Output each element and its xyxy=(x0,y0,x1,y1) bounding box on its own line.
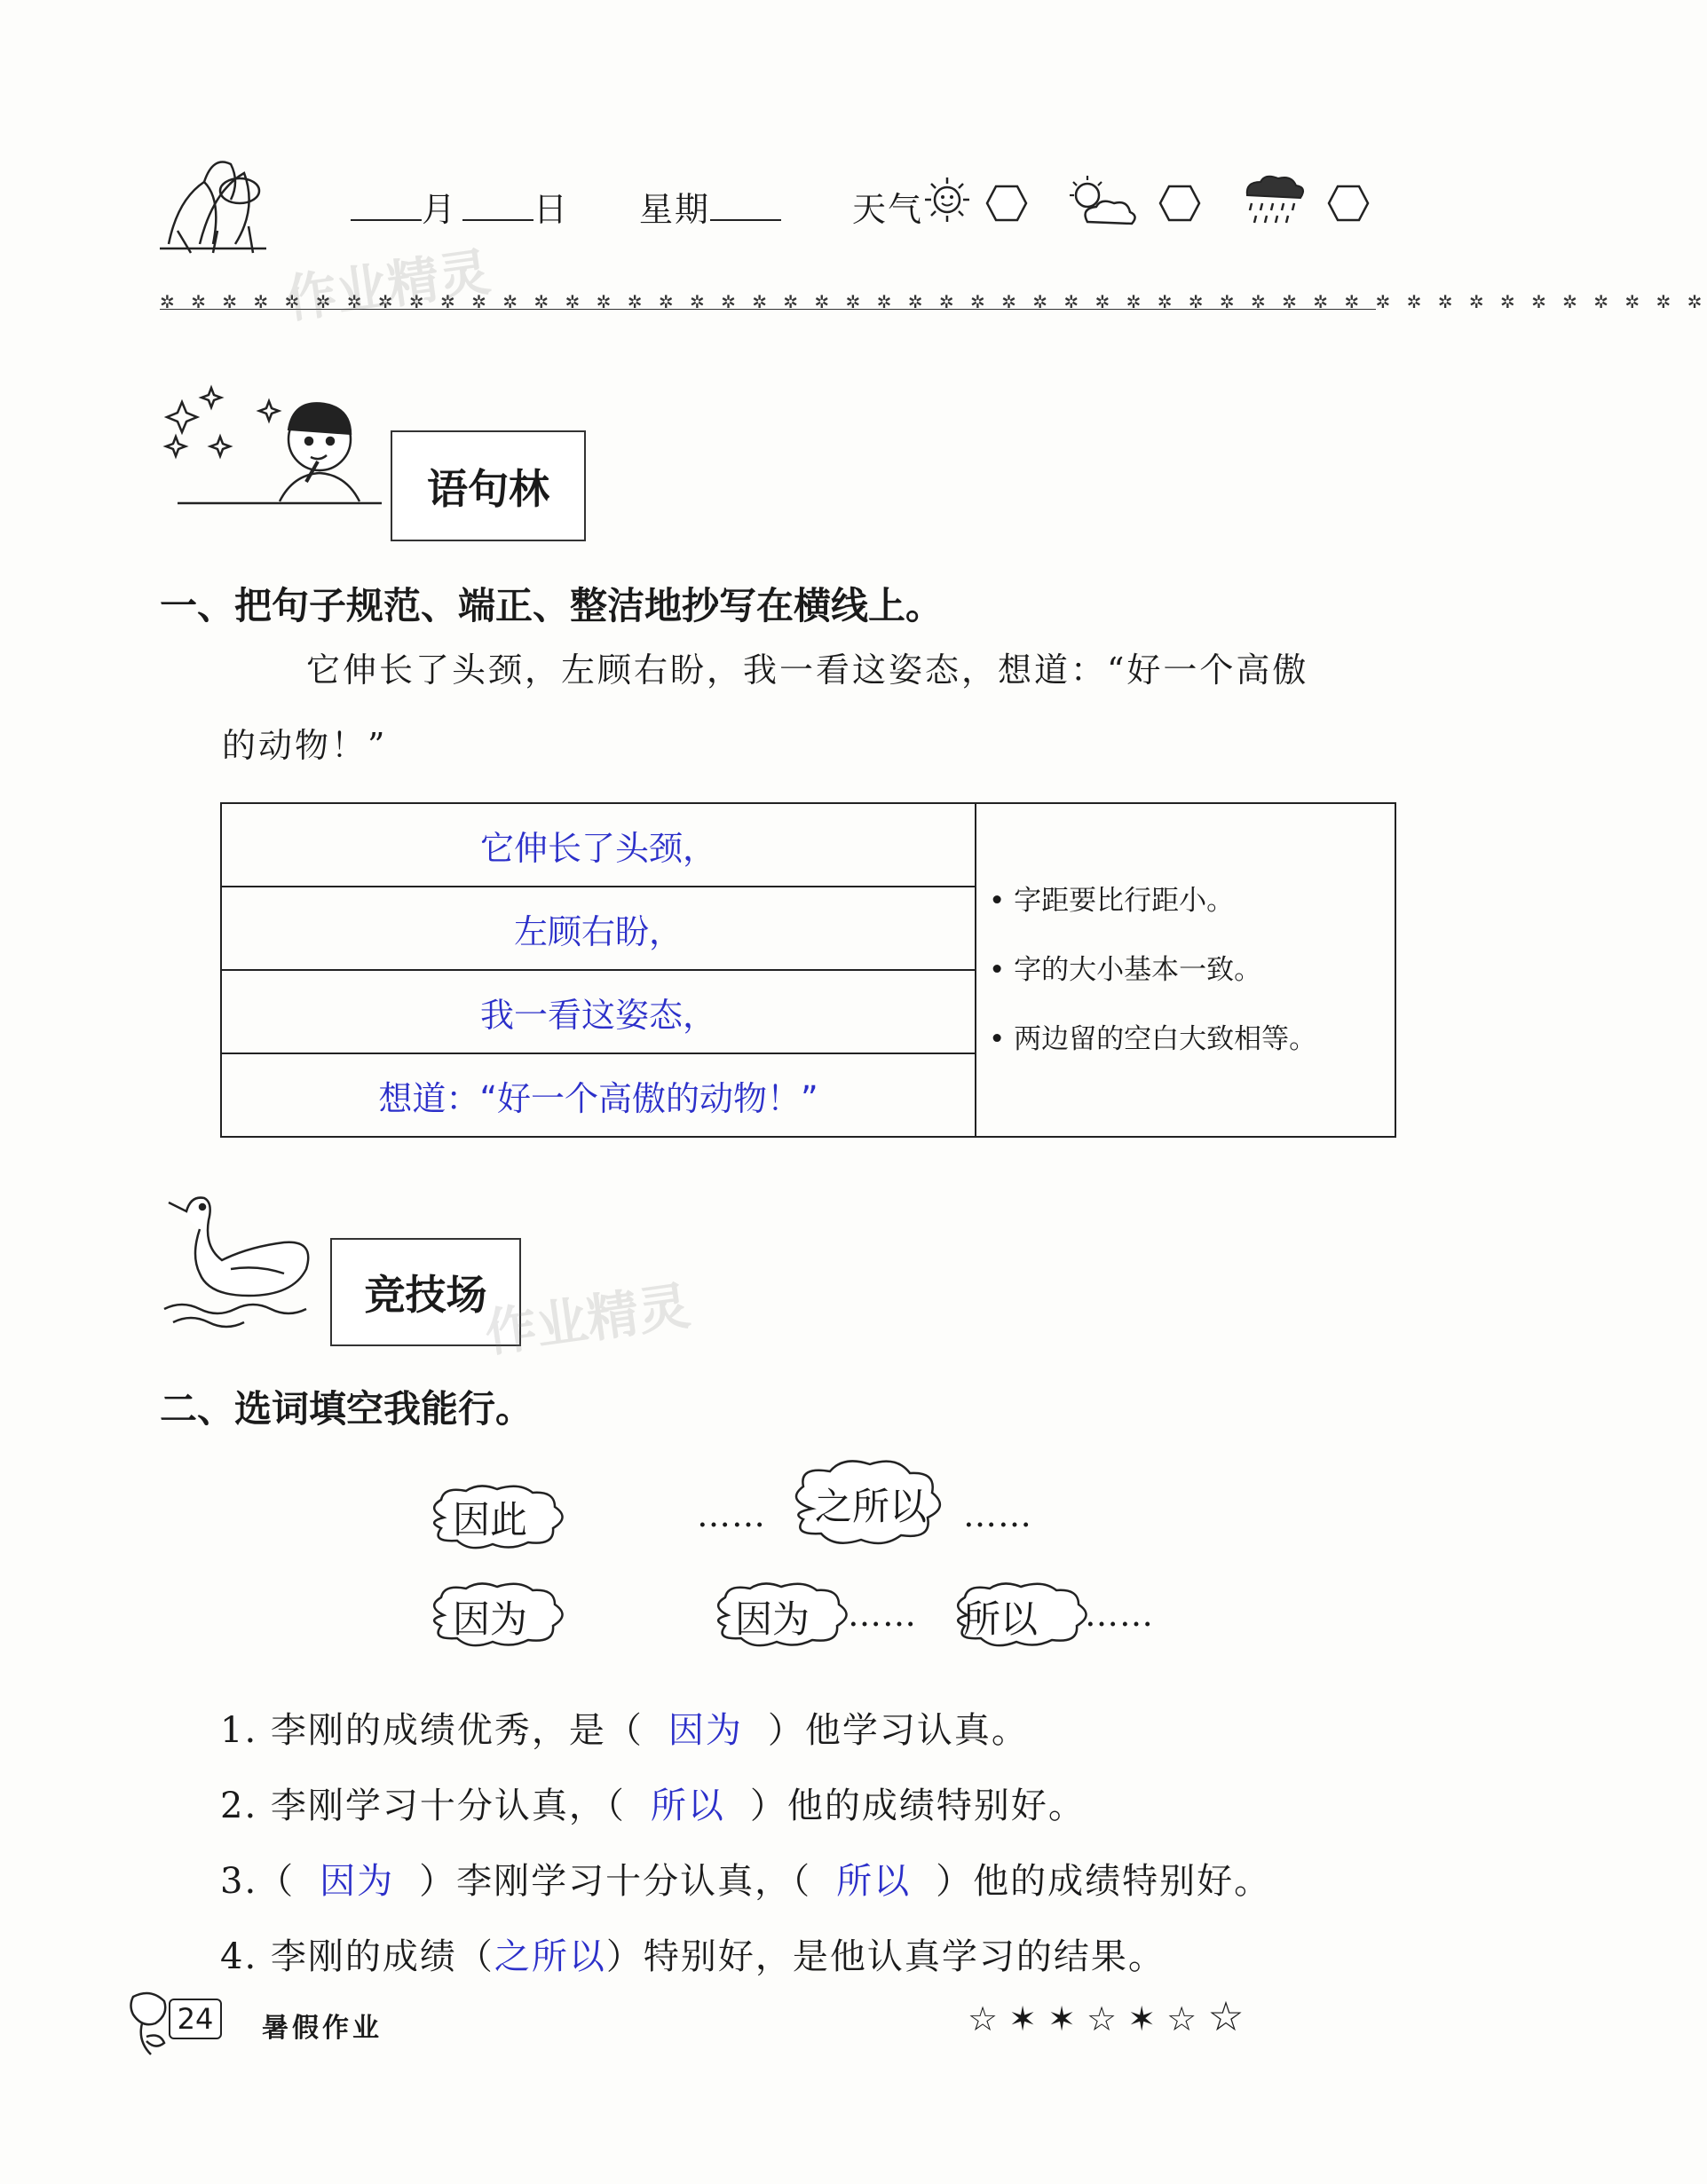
item-3-blank-1[interactable]: 因为 xyxy=(320,1861,395,1902)
month-label: 月 xyxy=(422,190,458,229)
date-line xyxy=(351,182,569,231)
copy-line-3[interactable]: 我一看这姿态， xyxy=(221,970,976,1053)
star-icon: ☆ xyxy=(1207,1992,1245,2040)
item-1: 1. 李刚的成绩优秀，是（ 因为 ）他学习认真。 xyxy=(220,1710,1029,1751)
word-suoyi: 所以 xyxy=(963,1597,1039,1641)
ellipsis-4: …… xyxy=(1085,1595,1154,1634)
word-zhisuoyi: 之所以 xyxy=(815,1485,928,1528)
section-badge-arena: 竞技场 xyxy=(330,1238,521,1346)
item-3: 3.（ 因为 ）李刚学习十分认真，（ 所以 ）他的成绩特别好。 xyxy=(220,1861,1272,1902)
star-icon: ✶ xyxy=(1047,1999,1076,2038)
question-2-title: 二、选词填空我能行。 xyxy=(160,1387,533,1431)
passage-line-1: 它伸长了头颈，左顾右盼，我一看这姿态，想道：“好一个高傲 xyxy=(306,650,1309,690)
watermark: 作业精灵 xyxy=(281,241,494,330)
question-1-title: 一、把句子规范、端正、整洁地抄写在横线上。 xyxy=(160,584,944,627)
watermark-2: 作业精灵 xyxy=(481,1275,694,1364)
weekday-label: 星期 xyxy=(639,190,711,229)
boy-thinking-illustration xyxy=(160,377,391,510)
cloudy-hexagon-checkbox[interactable] xyxy=(1158,185,1201,222)
copy-line-2[interactable]: 左顾右盼， xyxy=(221,887,976,970)
day-blank[interactable] xyxy=(462,194,533,221)
copy-line-1[interactable]: 它伸长了头颈， xyxy=(221,803,976,887)
partly-cloudy-icon xyxy=(1061,173,1141,231)
word-yinci: 因此 xyxy=(453,1498,528,1541)
item-1-blank[interactable]: 因为 xyxy=(668,1710,743,1751)
tip-3: • 两边留的空白大致相等。 xyxy=(989,1023,1317,1055)
item-2: 2. 李刚学习十分认真，（ 所以 ）他的成绩特别好。 xyxy=(220,1786,1086,1826)
copy-writing-table xyxy=(220,802,1396,1138)
goose-illustration xyxy=(160,1185,328,1327)
page-number-box xyxy=(169,1999,222,2039)
item-4-blank[interactable]: 之所以 xyxy=(494,1936,606,1977)
ellipsis-2: …… xyxy=(963,1495,1032,1534)
item-2-blank[interactable]: 所以 xyxy=(650,1786,725,1826)
passage-line-2: 的动物！” xyxy=(222,726,388,765)
star-icon: ✶ xyxy=(1127,1999,1157,2038)
weekday-blank[interactable] xyxy=(710,194,781,221)
star-icon: ☆ xyxy=(1166,1999,1197,2038)
weekday-line xyxy=(639,182,781,231)
tip-2: • 字的大小基本一致。 xyxy=(989,954,1262,986)
lotus-flower-decoration xyxy=(151,146,275,257)
word-yinwei-pair: 因为 xyxy=(735,1597,810,1641)
tip-1: • 字距要比行距小。 xyxy=(989,885,1235,917)
sunny-icon xyxy=(923,176,972,225)
section-badge-sentence-forest: 语句林 xyxy=(391,430,586,541)
item-3-blank-2[interactable]: 所以 xyxy=(836,1861,912,1902)
ellipsis-1: …… xyxy=(697,1495,766,1534)
month-blank[interactable] xyxy=(351,194,422,221)
writing-tips xyxy=(976,803,1395,1137)
rainy-hexagon-checkbox[interactable] xyxy=(1327,185,1370,222)
star-icon: ☆ xyxy=(1087,1999,1118,2038)
word-yinwei: 因为 xyxy=(453,1597,528,1641)
sunny-hexagon-checkbox[interactable] xyxy=(985,185,1028,222)
weather-label: 天气 xyxy=(852,190,924,229)
star-icon: ✶ xyxy=(1008,1999,1038,2038)
page-number: 24 xyxy=(177,2002,214,2036)
header-divider: ✲ ✲ ✲ ✲ ✲ ✲ ✲ ✲ ✲ ✲ ✲ ✲ ✲ ✲ ✲ ✲ ✲ ✲ ✲ ✲ ✲ ✲ ✲ ✲ ✲ ✲ ✲ ✲ ✲ ✲ ✲ ✲ ✲ ✲ ✲ ✲ ✲ ✲ ✲ ✲ ✲ ✲ ✲ ✲ ✲ ✲ ✲ ✲ ✲ ✲ xyxy=(160,291,1707,312)
book-title: 暑假作业 xyxy=(262,2013,383,2044)
rainy-icon xyxy=(1238,173,1309,231)
day-label: 日 xyxy=(533,190,570,229)
item-4: 4. 李刚的成绩（之所以）特别好，是他认真学习的结果。 xyxy=(220,1936,1166,1977)
decorative-stars xyxy=(968,1992,1245,2040)
ellipsis-3: …… xyxy=(848,1595,917,1634)
star-icon: ☆ xyxy=(968,1999,999,2038)
copy-line-4[interactable]: 想道：“好一个高傲的动物！” xyxy=(221,1053,976,1137)
